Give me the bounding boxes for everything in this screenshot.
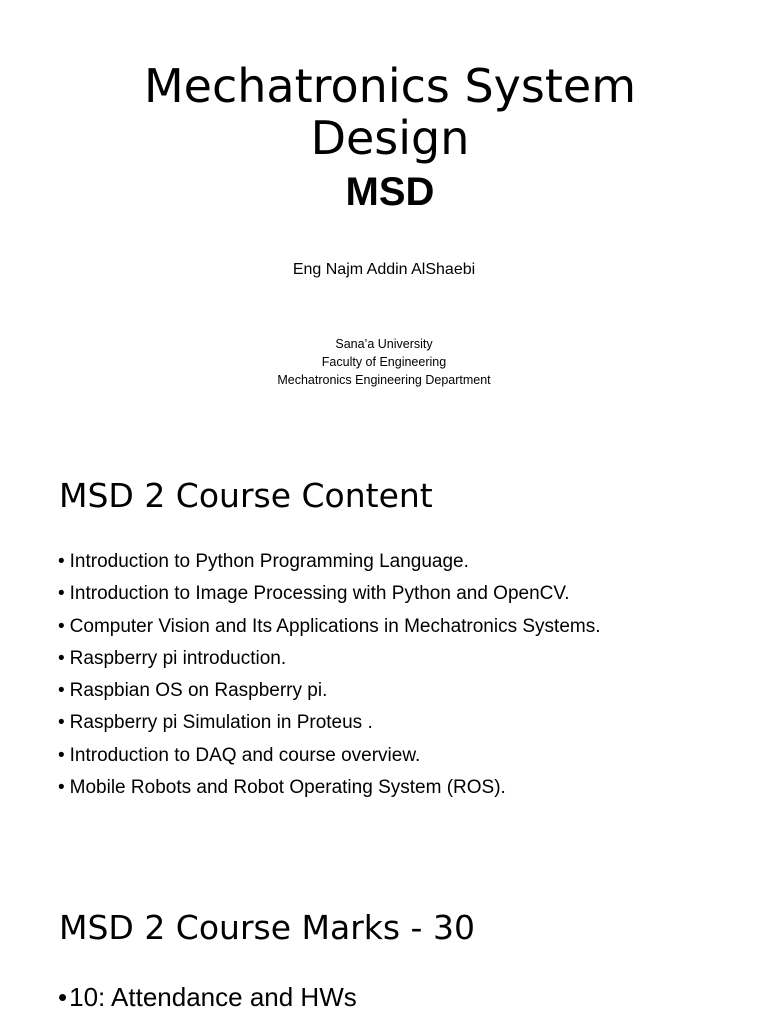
title-slide xyxy=(0,0,768,420)
affiliation-block xyxy=(0,335,768,389)
main-title-line-2: Design xyxy=(310,111,470,165)
course-content-heading: MSD 2 Course Content xyxy=(59,476,433,515)
bullet-icon: • xyxy=(58,583,65,605)
list-item xyxy=(58,611,601,643)
course-marks-list xyxy=(58,980,357,1014)
bullet-icon: • xyxy=(58,982,68,1012)
bullet-icon: • xyxy=(58,777,65,799)
list-item xyxy=(58,578,601,610)
list-item-text: 10: Attendance and HWs xyxy=(69,982,357,1012)
list-item xyxy=(58,546,601,578)
list-item-text: Mobile Robots and Robot Operating System (ROS). xyxy=(69,777,506,799)
list-item-text: Raspberry pi Simulation in Proteus . xyxy=(69,712,373,734)
bullet-icon: • xyxy=(58,647,65,669)
list-item xyxy=(58,675,601,707)
bullet-icon: • xyxy=(58,615,65,637)
list-item xyxy=(58,980,357,1014)
list-item xyxy=(58,707,601,739)
course-acronym: MSD xyxy=(345,170,435,214)
bullet-icon: • xyxy=(58,744,65,766)
list-item xyxy=(58,772,601,804)
main-title xyxy=(0,60,768,164)
author-name: Eng Najm Addin AlShaebi xyxy=(292,261,476,278)
list-item-text: Introduction to Python Programming Language. xyxy=(69,551,469,572)
faculty-name: Faculty of Engineering xyxy=(321,355,447,369)
list-item xyxy=(58,643,601,675)
list-item-text: Raspberry pi introduction. xyxy=(69,647,287,669)
bullet-icon: • xyxy=(58,680,65,702)
course-content-list xyxy=(58,546,601,804)
bullet-icon: • xyxy=(58,712,65,734)
course-content-slide xyxy=(0,470,768,850)
list-item-text: Raspbian OS on Raspberry pi. xyxy=(69,680,328,702)
main-title-line-1: Mechatronics System xyxy=(143,59,637,113)
department-name: Mechatronics Engineering Department xyxy=(277,373,491,387)
bullet-icon: • xyxy=(58,551,65,572)
list-item-text: Introduction to DAQ and course overview. xyxy=(69,744,421,766)
list-item-text: Computer Vision and Its Applications in Mechatronics Systems. xyxy=(69,615,601,637)
list-item-text: Introduction to Image Processing with Python and OpenCV. xyxy=(69,583,570,605)
university-name: Sana’a University xyxy=(335,337,433,351)
list-item xyxy=(58,740,601,772)
course-marks-heading: MSD 2 Course Marks - 30 xyxy=(59,908,475,947)
course-marks-slide xyxy=(0,900,768,1024)
